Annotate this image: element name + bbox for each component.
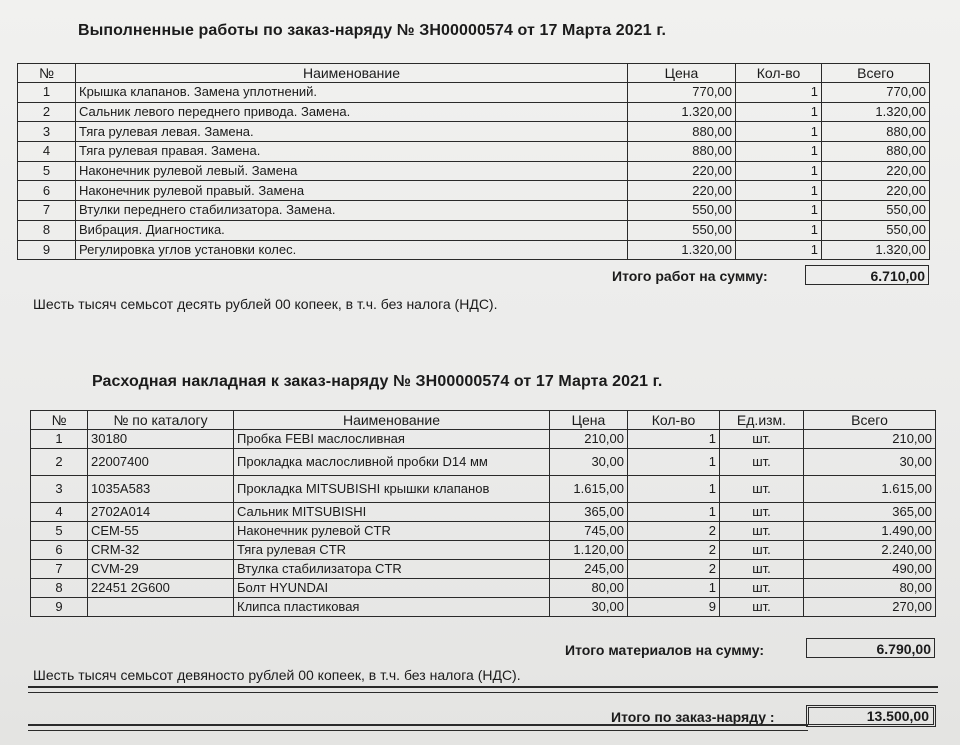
materials-total-label: Итого материалов на сумму:	[565, 642, 764, 658]
materials-col-qty: Кол-во	[628, 411, 720, 430]
materials-catalog-number: CRM-32	[88, 541, 234, 560]
works-col-price: Цена	[628, 64, 736, 83]
materials-unit: шт.	[720, 560, 804, 579]
materials-row-total: 1.490,00	[804, 522, 936, 541]
materials-row-total: 490,00	[804, 560, 936, 579]
works-work-name: Наконечник рулевой левый. Замена	[76, 161, 628, 181]
materials-row-total: 365,00	[804, 503, 936, 522]
materials-total-value: 6.790,00	[806, 638, 935, 658]
materials-quantity: 2	[628, 522, 720, 541]
materials-table-row	[31, 449, 936, 476]
works-price: 550,00	[628, 220, 736, 240]
works-table-row	[18, 181, 930, 201]
materials-price: 30,00	[550, 449, 628, 476]
materials-row-number: 9	[31, 598, 88, 617]
works-quantity: 1	[736, 161, 822, 181]
materials-row-total: 30,00	[804, 449, 936, 476]
materials-catalog-number: 22007400	[88, 449, 234, 476]
works-price: 1.320,00	[628, 240, 736, 260]
works-row-total: 880,00	[822, 122, 930, 142]
works-total-label: Итого работ на сумму:	[612, 268, 768, 284]
materials-unit: шт.	[720, 522, 804, 541]
materials-price: 80,00	[550, 579, 628, 598]
materials-table-row	[31, 541, 936, 560]
works-quantity: 1	[736, 201, 822, 221]
works-quantity: 1	[736, 122, 822, 142]
materials-table-row	[31, 598, 936, 617]
materials-table-row	[31, 579, 936, 598]
divider-line-bottom	[28, 724, 808, 731]
materials-quantity: 1	[628, 503, 720, 522]
materials-row-number: 5	[31, 522, 88, 541]
materials-quantity: 9	[628, 598, 720, 617]
works-price: 220,00	[628, 181, 736, 201]
materials-col-num: №	[31, 411, 88, 430]
works-work-name: Регулировка углов установки колес.	[76, 240, 628, 260]
works-work-name: Крышка клапанов. Замена уплотнений.	[76, 83, 628, 103]
materials-quantity: 1	[628, 449, 720, 476]
materials-catalog-number: 22451 2G600	[88, 579, 234, 598]
works-quantity: 1	[736, 181, 822, 201]
materials-unit: шт.	[720, 579, 804, 598]
materials-price: 1.615,00	[550, 476, 628, 503]
materials-unit: шт.	[720, 541, 804, 560]
works-quantity: 1	[736, 220, 822, 240]
works-row-total: 550,00	[822, 220, 930, 240]
works-table-row	[18, 122, 930, 142]
materials-catalog-number: CEM-55	[88, 522, 234, 541]
materials-item-name: Сальник MITSUBISHI	[234, 503, 550, 522]
materials-item-name: Втулка стабилизатора CTR	[234, 560, 550, 579]
works-row-total: 1.320,00	[822, 102, 930, 122]
materials-catalog-number: 2702A014	[88, 503, 234, 522]
materials-row-total: 1.615,00	[804, 476, 936, 503]
works-header-row	[18, 64, 930, 83]
works-table-row	[18, 83, 930, 103]
materials-table-row	[31, 430, 936, 449]
works-col-qty: Кол-во	[736, 64, 822, 83]
materials-row-total: 2.240,00	[804, 541, 936, 560]
works-work-name: Наконечник рулевой правый. Замена	[76, 181, 628, 201]
divider-line	[28, 686, 938, 693]
materials-item-name: Тяга рулевая CTR	[234, 541, 550, 560]
works-work-name: Тяга рулевая левая. Замена.	[76, 122, 628, 142]
materials-row-number: 8	[31, 579, 88, 598]
works-quantity: 1	[736, 142, 822, 162]
materials-quantity: 2	[628, 541, 720, 560]
materials-unit: шт.	[720, 476, 804, 503]
works-table-row	[18, 201, 930, 221]
works-table-row	[18, 161, 930, 181]
works-col-num: №	[18, 64, 76, 83]
materials-col-price: Цена	[550, 411, 628, 430]
materials-title: Расходная накладная к заказ-наряду № ЗН00000574 от 17 Марта 2021 г.	[92, 373, 663, 390]
works-col-total: Всего	[822, 64, 930, 83]
works-price: 220,00	[628, 161, 736, 181]
works-row-number: 6	[18, 181, 76, 201]
materials-quantity: 1	[628, 430, 720, 449]
materials-price: 210,00	[550, 430, 628, 449]
materials-catalog-number	[88, 598, 234, 617]
materials-item-name: Прокладка MITSUBISHI крышки клапанов	[234, 476, 550, 503]
works-table	[17, 63, 930, 260]
works-row-number: 8	[18, 220, 76, 240]
works-row-total: 770,00	[822, 83, 930, 103]
materials-table-row	[31, 503, 936, 522]
materials-price: 365,00	[550, 503, 628, 522]
materials-catalog-number: 30180	[88, 430, 234, 449]
materials-col-total: Всего	[804, 411, 936, 430]
materials-col-unit: Ед.изм.	[720, 411, 804, 430]
materials-table-row	[31, 476, 936, 503]
materials-item-name: Клипса пластиковая	[234, 598, 550, 617]
materials-unit: шт.	[720, 503, 804, 522]
materials-row-number: 6	[31, 541, 88, 560]
works-row-total: 1.320,00	[822, 240, 930, 260]
materials-row-number: 2	[31, 449, 88, 476]
works-total-value: 6.710,00	[805, 265, 929, 285]
works-quantity: 1	[736, 102, 822, 122]
works-table-row	[18, 240, 930, 260]
works-work-name: Тяга рулевая правая. Замена.	[76, 142, 628, 162]
works-work-name: Сальник левого переднего привода. Замена.	[76, 102, 628, 122]
works-quantity: 1	[736, 240, 822, 260]
materials-price: 245,00	[550, 560, 628, 579]
materials-catalog-number: CVM-29	[88, 560, 234, 579]
works-row-number: 9	[18, 240, 76, 260]
works-title: Выполненные работы по заказ-наряду № ЗН00000574 от 17 Марта 2021 г.	[78, 22, 667, 39]
works-price: 880,00	[628, 142, 736, 162]
works-table-row	[18, 102, 930, 122]
works-price: 550,00	[628, 201, 736, 221]
materials-row-total: 210,00	[804, 430, 936, 449]
materials-item-name: Болт HYUNDAI	[234, 579, 550, 598]
materials-col-catalog: № по каталогу	[88, 411, 234, 430]
works-work-name: Втулки переднего стабилизатора. Замена.	[76, 201, 628, 221]
materials-header-row	[31, 411, 936, 430]
works-row-total: 220,00	[822, 161, 930, 181]
materials-row-total: 270,00	[804, 598, 936, 617]
works-row-total: 550,00	[822, 201, 930, 221]
works-work-name: Вибрация. Диагностика.	[76, 220, 628, 240]
materials-item-name: Пробка FEBI маслосливная	[234, 430, 550, 449]
works-row-number: 5	[18, 161, 76, 181]
materials-col-name: Наименование	[234, 411, 550, 430]
works-table-row	[18, 142, 930, 162]
works-row-number: 2	[18, 102, 76, 122]
works-total-in-words: Шесть тысяч семьсот десять рублей 00 копеек, в т.ч. без налога (НДС).	[33, 296, 498, 312]
works-row-total: 880,00	[822, 142, 930, 162]
materials-unit: шт.	[720, 449, 804, 476]
works-row-total: 220,00	[822, 181, 930, 201]
materials-table	[30, 410, 936, 617]
works-price: 880,00	[628, 122, 736, 142]
works-row-number: 7	[18, 201, 76, 221]
materials-catalog-number: 1035A583	[88, 476, 234, 503]
materials-quantity: 1	[628, 476, 720, 503]
works-quantity: 1	[736, 83, 822, 103]
materials-row-number: 3	[31, 476, 88, 503]
materials-quantity: 2	[628, 560, 720, 579]
materials-item-name: Наконечник рулевой CTR	[234, 522, 550, 541]
materials-total-in-words: Шесть тысяч семьсот девяносто рублей 00 копеек, в т.ч. без налога (НДС).	[33, 667, 521, 683]
materials-row-number: 1	[31, 430, 88, 449]
materials-unit: шт.	[720, 598, 804, 617]
works-price: 770,00	[628, 83, 736, 103]
works-row-number: 4	[18, 142, 76, 162]
grand-total-label: Итого по заказ-наряду :	[611, 709, 775, 725]
materials-row-number: 4	[31, 503, 88, 522]
materials-price: 30,00	[550, 598, 628, 617]
grand-total-value: 13.500,00	[806, 705, 936, 727]
works-table-row	[18, 220, 930, 240]
works-row-number: 1	[18, 83, 76, 103]
works-row-number: 3	[18, 122, 76, 142]
works-col-name: Наименование	[76, 64, 628, 83]
materials-item-name: Прокладка маслосливной пробки D14 мм	[234, 449, 550, 476]
materials-row-number: 7	[31, 560, 88, 579]
materials-row-total: 80,00	[804, 579, 936, 598]
materials-quantity: 1	[628, 579, 720, 598]
materials-table-row	[31, 560, 936, 579]
works-price: 1.320,00	[628, 102, 736, 122]
materials-table-row	[31, 522, 936, 541]
materials-price: 745,00	[550, 522, 628, 541]
materials-unit: шт.	[720, 430, 804, 449]
materials-price: 1.120,00	[550, 541, 628, 560]
